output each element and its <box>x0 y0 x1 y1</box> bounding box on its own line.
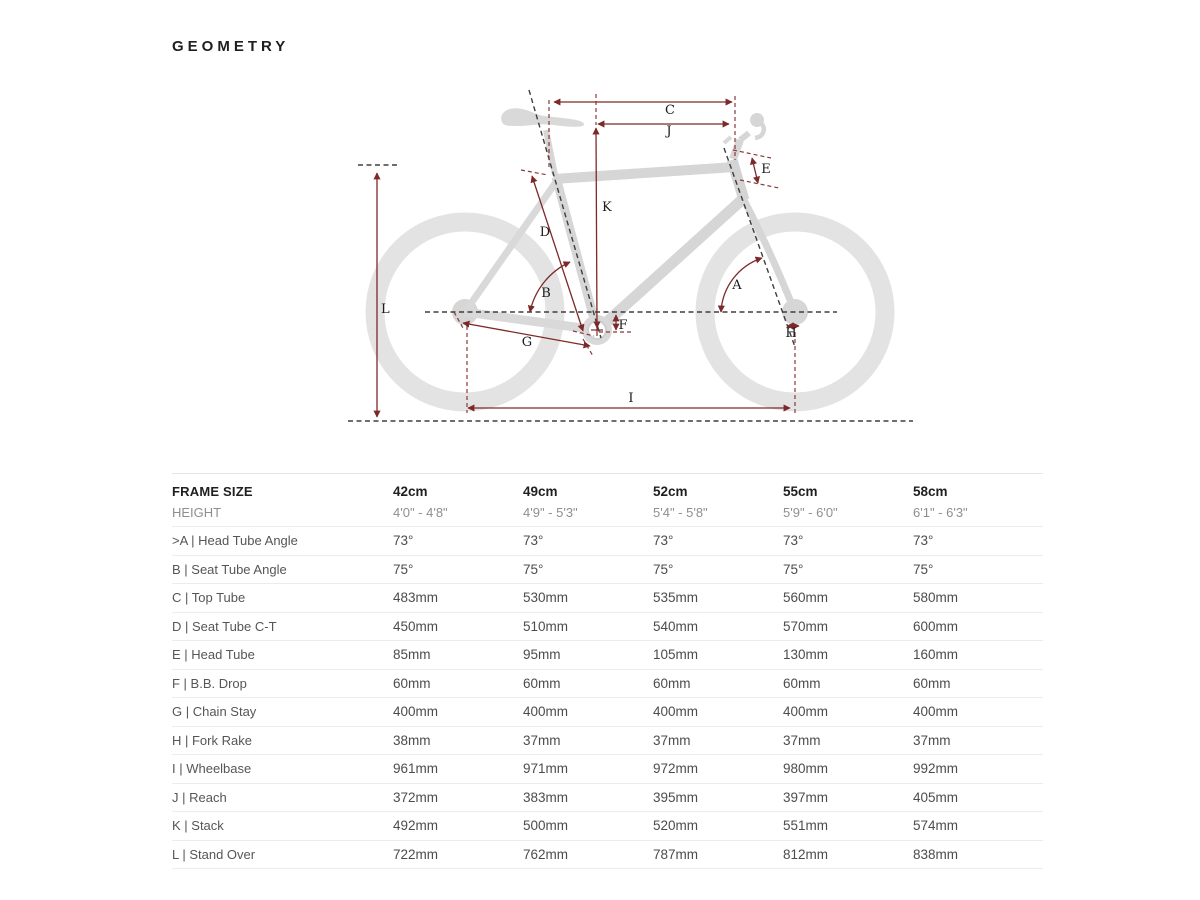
cell-value: 540mm <box>653 618 699 634</box>
cell-value: 372mm <box>393 789 439 805</box>
row-label: K | Stack <box>172 818 224 834</box>
cell-value: 37mm <box>653 732 691 748</box>
cell-value: 961mm <box>393 761 439 777</box>
table-row-fork-rake <box>172 726 1043 755</box>
row-label: L | Stand Over <box>172 846 256 862</box>
height-value: 6'1" - 6'3" <box>913 505 968 520</box>
label-h: H <box>785 326 797 341</box>
row-label: C | Top Tube <box>172 590 246 606</box>
cell-value: 787mm <box>653 846 699 862</box>
table-row-bb-drop <box>172 669 1043 698</box>
cell-value: 60mm <box>653 675 691 691</box>
label-b: B <box>541 286 551 301</box>
cell-value: 838mm <box>913 846 959 862</box>
table-row-seat-tube-angle <box>172 555 1043 584</box>
cell-value: 600mm <box>913 618 959 634</box>
cell-value: 75° <box>783 561 804 577</box>
label-g: G <box>521 335 533 350</box>
cell-value: 812mm <box>783 846 829 862</box>
cell-value: 450mm <box>393 618 439 634</box>
size-col-55: 55cm <box>783 484 818 499</box>
cell-value: 105mm <box>653 647 699 663</box>
row-label: D | Seat Tube C-T <box>172 618 277 634</box>
table-row-head-tube-angle <box>172 526 1043 555</box>
cell-value: 535mm <box>653 590 699 606</box>
cell-value: 405mm <box>913 789 959 805</box>
row-label: J | Reach <box>172 789 227 805</box>
bike-silhouette-graphic <box>375 108 885 402</box>
height-header-row <box>172 502 1043 524</box>
cell-value: 38mm <box>393 732 431 748</box>
cell-value: 75° <box>523 561 544 577</box>
row-label: E | Head Tube <box>172 647 255 663</box>
cell-value: 762mm <box>523 846 569 862</box>
cell-value: 971mm <box>523 761 569 777</box>
label-c: C <box>665 103 675 118</box>
cell-value: 73° <box>523 533 544 549</box>
cell-value: 400mm <box>653 704 699 720</box>
frame-size-header-row <box>172 482 1043 502</box>
cell-value: 560mm <box>783 590 829 606</box>
row-label: >A | Head Tube Angle <box>172 533 298 549</box>
cell-value: 397mm <box>783 789 829 805</box>
label-l: L <box>381 302 390 317</box>
cell-value: 483mm <box>393 590 439 606</box>
size-col-58: 58cm <box>913 484 948 499</box>
page-title: GEOMETRY <box>172 38 290 55</box>
height-header: HEIGHT <box>172 505 222 520</box>
cell-value: 95mm <box>523 647 561 663</box>
height-value: 5'9" - 6'0" <box>783 505 838 520</box>
cell-value: 37mm <box>913 732 951 748</box>
cell-value: 551mm <box>783 818 829 834</box>
row-label: B | Seat Tube Angle <box>172 561 287 577</box>
row-label: H | Fork Rake <box>172 732 252 748</box>
cell-value: 570mm <box>783 618 829 634</box>
table-header <box>172 473 1043 526</box>
table-row-seat-tube-ct <box>172 612 1043 641</box>
cell-value: 574mm <box>913 818 959 834</box>
cell-value: 383mm <box>523 789 569 805</box>
row-label: F | B.B. Drop <box>172 675 247 691</box>
size-col-52: 52cm <box>653 484 688 499</box>
height-value: 4'0" - 4'8" <box>393 505 448 520</box>
cell-value: 400mm <box>393 704 439 720</box>
cell-value: 510mm <box>523 618 569 634</box>
label-f: F <box>618 318 628 333</box>
frame-size-header: FRAME SIZE <box>172 484 253 499</box>
cell-value: 75° <box>653 561 674 577</box>
height-value: 5'4" - 5'8" <box>653 505 708 520</box>
cell-value: 60mm <box>393 675 431 691</box>
geometry-table <box>172 473 1043 869</box>
label-a: A <box>732 278 742 293</box>
cell-value: 520mm <box>653 818 699 834</box>
cell-value: 395mm <box>653 789 699 805</box>
cell-value: 73° <box>653 533 674 549</box>
cell-value: 85mm <box>393 647 431 663</box>
label-i: I <box>628 391 634 406</box>
cell-value: 400mm <box>523 704 569 720</box>
cell-value: 73° <box>783 533 804 549</box>
table-row-wheelbase <box>172 754 1043 783</box>
cell-value: 400mm <box>913 704 959 720</box>
cell-value: 73° <box>393 533 414 549</box>
cell-value: 530mm <box>523 590 569 606</box>
cell-value: 972mm <box>653 761 699 777</box>
table-row-reach <box>172 783 1043 812</box>
cell-value: 130mm <box>783 647 829 663</box>
table-row-top-tube <box>172 583 1043 612</box>
row-label: G | Chain Stay <box>172 704 257 720</box>
label-k: K <box>602 200 612 215</box>
bike-geometry-diagram <box>340 80 920 440</box>
cell-value: 980mm <box>783 761 829 777</box>
table-row-stand-over <box>172 840 1043 869</box>
cell-value: 580mm <box>913 590 959 606</box>
row-label: I | Wheelbase <box>172 761 252 777</box>
height-value: 4'9" - 5'3" <box>523 505 578 520</box>
cell-value: 37mm <box>523 732 561 748</box>
size-col-42: 42cm <box>393 484 428 499</box>
size-col-49: 49cm <box>523 484 558 499</box>
cell-value: 400mm <box>783 704 829 720</box>
table-row-head-tube <box>172 640 1043 669</box>
cell-value: 75° <box>393 561 414 577</box>
cell-value: 160mm <box>913 647 959 663</box>
cell-value: 37mm <box>783 732 821 748</box>
cell-value: 73° <box>913 533 934 549</box>
cell-value: 500mm <box>523 818 569 834</box>
label-j: J <box>666 124 672 139</box>
cell-value: 992mm <box>913 761 959 777</box>
construction-dashed-lines <box>348 90 913 421</box>
table-row-chain-stay <box>172 697 1043 726</box>
cell-value: 75° <box>913 561 934 577</box>
label-d: D <box>539 225 551 240</box>
cell-value: 60mm <box>523 675 561 691</box>
cell-value: 722mm <box>393 846 439 862</box>
label-e: E <box>761 162 771 177</box>
cell-value: 60mm <box>783 675 821 691</box>
cell-value: 492mm <box>393 818 439 834</box>
table-row-stack <box>172 811 1043 840</box>
bike-diagram-svg <box>340 80 920 440</box>
cell-value: 60mm <box>913 675 951 691</box>
